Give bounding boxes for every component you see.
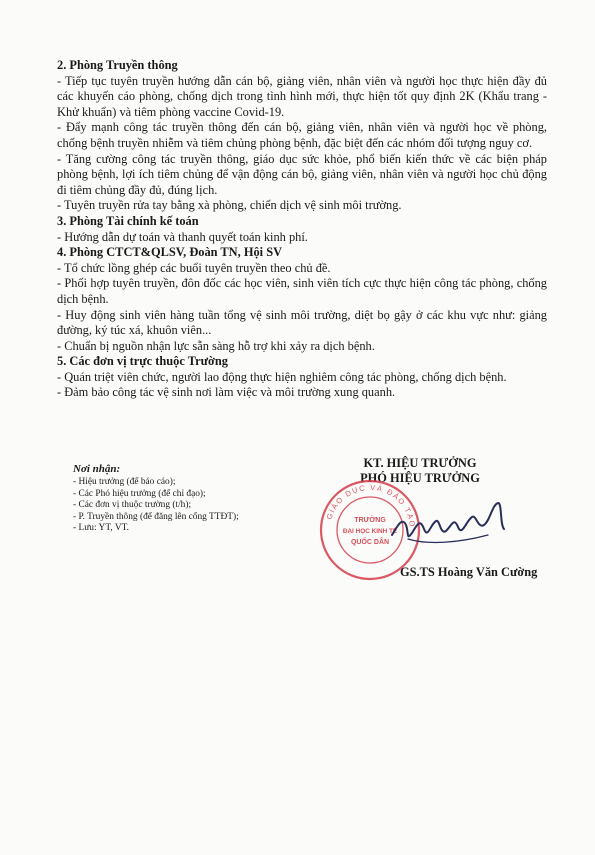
section-finance [57,214,547,245]
recipient-item: - Các Phó hiệu trưởng (để chỉ đạo); [73,488,206,499]
section-heading: 3. Phòng Tài chính kế toán [57,213,199,228]
recipient-item: - Hiệu trưởng (để báo cáo); [73,477,176,487]
section-heading: 4. Phòng CTCT&QLSV, Đoàn TN, Hội SV [57,245,283,260]
seal-text-line3: QUỐC DÂN [350,539,390,546]
section-student-affairs [57,245,547,354]
section-item: - Phối hợp tuyên truyền, đôn đốc các học viên, sinh viên tích cực thực hiện công tác phòng, chống dịch bệnh. [57,276,547,306]
section-item: - Tiếp tục tuyên truyền hướng dẫn cán bộ, giảng viên, nhân viên và người học thực hiện đầy đủ các khuyến cáo phòng, chống dịch trong tình hình mới, thực hiện tốt quy định 2K (Khẩu trang - Khử khuẩn) và tiêm phòng vaccine Covid-19. [57,73,547,119]
section-item: - Tăng cường công tác truyền thông, giáo dục sức khỏe, phổ biến kiến thức về các biện pháp phòng bệnh, lợi ích tiêm chủng để vận động cán bộ, giảng viên, nhân viên và người học chủ động đi tiêm chủng đầy đủ, đúng lịch. [57,151,547,197]
section-item: - Huy động sinh viên hàng tuần tổng vệ sinh môi trường, diệt bọ gậy ở các khu vực như: giảng đường, ký túc xá, khuôn viên... [57,307,547,338]
handwritten-signature [388,495,508,555]
signature-title-line2: PHÓ HIỆU TRƯỞNG [360,471,480,485]
section-item: - Chuẩn bị nguồn nhận lực sẵn sàng hỗ trợ khi xảy ra dịch bệnh. [57,338,375,353]
section-item: - Đẩy mạnh công tác truyền thông đến cán bộ, giảng viên, nhân viên và người học về phòng, chống bệnh truyền nhiễm và tiêm chủng phòng bệnh, đặc biệt đến các nhóm đối tượng nguy cơ. [57,120,547,150]
section-item: - Tổ chức lồng ghép các buổi tuyên truyền theo chủ đề. [57,260,331,275]
seal-text-line2: ĐẠI HỌC KINH TẾ [342,528,398,535]
recipients-block [73,462,303,535]
recipient-item: - P. Truyền thông (để đăng lên cổng TTĐT); [73,511,239,522]
section-item: - Đảm bảo công tác vệ sinh nơi làm việc và môi trường xung quanh. [57,385,396,400]
section-heading: 2. Phòng Truyền thông [57,58,178,72]
signer-name: GS.TS Hoàng Văn Cường [400,565,538,579]
section-item: - Tuyên truyền rửa tay bằng xà phòng, chiến dịch vệ sinh môi trường. [57,198,402,213]
recipients-title: Nơi nhận: [73,463,121,475]
section-item: - Hướng dẫn dự toán và thanh quyết toán kinh phí. [57,229,308,244]
recipient-item: - Các đơn vị thuộc trường (t/h); [73,500,192,511]
section-communications [57,58,547,214]
seal-text-line1: TRƯỜNG [354,517,386,524]
seal-ring-text: GIÁO DỤC VÀ ĐÀO TẠO [324,482,418,529]
document-body [57,58,547,401]
section-item: - Quán triệt viên chức, người lao động thực hiện nghiêm công tác phòng, chống dịch bệnh. [57,369,507,384]
recipient-item: - Lưu: YT, VT. [73,523,130,534]
section-affiliated-units [57,354,547,401]
section-heading: 5. Các đơn vị trực thuộc Trường [57,354,228,369]
signature-title-line1: KT. HIỆU TRƯỞNG [363,456,477,470]
